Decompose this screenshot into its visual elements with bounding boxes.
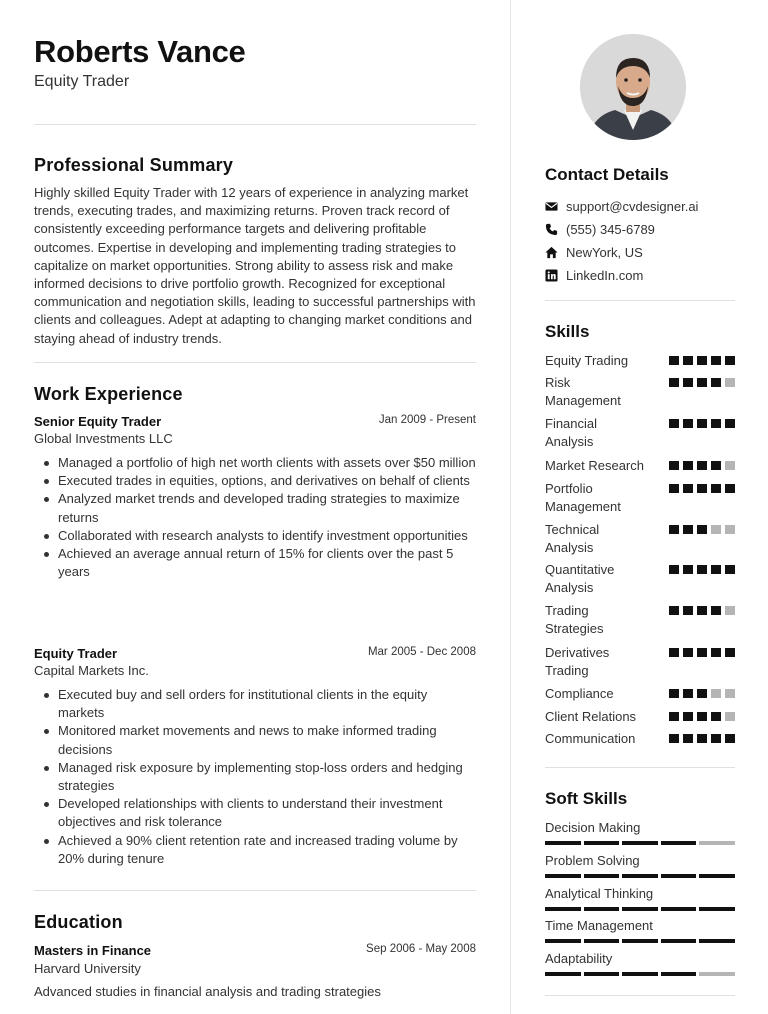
rating-square-filled <box>697 525 707 534</box>
rating-square-filled <box>697 419 707 428</box>
skill-rating <box>669 525 735 534</box>
skill-item <box>545 602 735 638</box>
rating-square-filled <box>725 419 735 428</box>
soft-skill-label: Problem Solving <box>545 853 640 868</box>
list-item: Developed relationships with clients to understand their investment objectives and risk tolerance <box>34 795 476 831</box>
skill-item <box>545 374 735 410</box>
bar-segment-filled <box>661 907 697 911</box>
skill-item <box>545 730 735 748</box>
rating-square-filled <box>711 419 721 428</box>
job-bullets <box>34 454 476 581</box>
skills-heading: Skills <box>545 322 590 341</box>
rating-square-empty <box>725 525 735 534</box>
phone-icon <box>545 223 558 236</box>
candidate-name: Roberts Vance <box>34 34 246 69</box>
list-item: Monitored market movements and news to make informed trading decisions <box>34 722 476 758</box>
candidate-title: Equity Trader <box>34 73 130 90</box>
bar-segment-filled <box>545 972 581 976</box>
soft-skill-item <box>545 917 735 943</box>
skill-label-line: Quantitative <box>545 562 615 577</box>
skill-item <box>545 415 735 451</box>
skill-label <box>545 730 655 748</box>
skill-label <box>545 374 655 410</box>
skill-label <box>545 602 655 638</box>
degree-title: Masters in Finance <box>34 943 152 958</box>
summary-text: Highly skilled Equity Trader with 12 years of experience in analyzing market trends, executing trades, and maximizing returns. Proven track record of consistently exceeding performance targets and delivering profitable outcomes. Expertise in developing and implementing trading strategies to capitalize on market opportunities. Strong ability to assess risk and make informed decisions to drive portfolio growth. Recognized for exceptional communication and negotiation skills, leading to successful partnerships with clients and colleagues. Adept at adapting to changing market conditions and staying ahead of industry trends. <box>34 185 476 346</box>
bar-segment-filled <box>545 907 581 911</box>
home-icon <box>545 246 558 259</box>
contact-divider <box>545 300 735 301</box>
contact-email[interactable] <box>545 198 698 216</box>
rating-square-filled <box>669 648 679 657</box>
phone-text: (555) 345-6789 <box>566 222 655 237</box>
list-item: Managed risk exposure by implementing stop-loss orders and hedging strategies <box>34 759 476 795</box>
skill-label <box>545 480 655 516</box>
rating-square-filled <box>697 712 707 721</box>
rating-square-filled <box>683 565 693 574</box>
skill-item <box>545 352 735 370</box>
rating-square-filled <box>711 484 721 493</box>
profile-photo <box>580 34 686 140</box>
skill-label <box>545 685 655 703</box>
linkedin-text: LinkedIn.com <box>566 268 644 283</box>
rating-square-filled <box>669 378 679 387</box>
education-dates: Sep 2006 - May 2008 <box>366 943 476 955</box>
rating-square-empty <box>711 689 721 698</box>
rating-square-filled <box>669 689 679 698</box>
skill-rating <box>669 565 735 574</box>
bar-segment-filled <box>545 841 581 845</box>
skill-label-line: Compliance <box>545 686 614 701</box>
rating-square-filled <box>697 484 707 493</box>
job-company: Capital Markets Inc. <box>34 663 149 678</box>
rating-square-filled <box>711 378 721 387</box>
rating-square-filled <box>725 648 735 657</box>
skill-item <box>545 521 735 557</box>
bar-segment-filled <box>584 972 620 976</box>
rating-square-filled <box>697 565 707 574</box>
bar-segment-filled <box>584 939 620 943</box>
rating-square-filled <box>711 712 721 721</box>
bar-segment-filled <box>699 874 735 878</box>
soft-skills-heading: Soft Skills <box>545 789 628 808</box>
skill-label <box>545 415 655 451</box>
rating-square-filled <box>697 606 707 615</box>
rating-square-filled <box>697 461 707 470</box>
bar-segment-filled <box>661 874 697 878</box>
rating-square-empty <box>725 606 735 615</box>
rating-square-filled <box>711 461 721 470</box>
rating-square-filled <box>711 565 721 574</box>
rating-square-filled <box>683 419 693 428</box>
rating-square-empty <box>725 378 735 387</box>
skill-label-line: Communication <box>545 731 636 746</box>
rating-square-filled <box>683 648 693 657</box>
rating-square-filled <box>697 356 707 365</box>
contact-heading: Contact Details <box>545 165 669 184</box>
envelope-icon <box>545 200 558 213</box>
skill-label-line: Trading <box>545 663 589 678</box>
skill-item <box>545 561 735 597</box>
soft-skills-divider <box>545 995 735 996</box>
rating-square-filled <box>683 484 693 493</box>
portrait-image <box>580 34 686 140</box>
skill-label <box>545 521 655 557</box>
skill-rating <box>669 378 735 387</box>
skill-rating <box>669 689 735 698</box>
skill-item <box>545 480 735 516</box>
skill-item <box>545 457 735 475</box>
rating-square-empty <box>725 689 735 698</box>
skill-label-line: Portfolio <box>545 481 593 496</box>
job-dates: Mar 2005 - Dec 2008 <box>367 646 476 658</box>
soft-skill-item <box>545 852 735 878</box>
list-item: Analyzed market trends and developed trading strategies to maximize returns <box>34 490 476 526</box>
rating-square-filled <box>697 378 707 387</box>
bar-segment-filled <box>622 874 658 878</box>
bar-segment-filled <box>545 874 581 878</box>
skill-label <box>545 561 655 597</box>
job-title: Equity Trader <box>34 646 118 661</box>
rating-square-filled <box>697 734 707 743</box>
education-heading: Education <box>34 912 123 932</box>
skill-label-line: Trading <box>545 603 589 618</box>
skill-label <box>545 352 655 370</box>
bar-segment-filled <box>622 907 658 911</box>
rating-square-filled <box>669 606 679 615</box>
skill-label-line: Analysis <box>545 580 594 595</box>
contact-phone[interactable] <box>545 221 655 239</box>
soft-skill-bar <box>545 841 735 845</box>
summary-divider <box>34 362 476 363</box>
rating-square-empty <box>711 525 721 534</box>
soft-skill-bar <box>545 874 735 878</box>
experience-heading: Work Experience <box>34 384 183 404</box>
soft-skill-bar <box>545 907 735 911</box>
rating-square-filled <box>711 648 721 657</box>
rating-square-filled <box>725 565 735 574</box>
email-text: support@cvdesigner.ai <box>566 199 699 214</box>
list-item: Managed a portfolio of high net worth clients with assets over $50 million <box>34 454 476 472</box>
skill-rating <box>669 461 735 470</box>
rating-square-filled <box>669 525 679 534</box>
soft-skill-label: Adaptability <box>545 951 613 966</box>
bar-segment-filled <box>622 841 658 845</box>
list-item: Executed buy and sell orders for institutional clients in the equity markets <box>34 686 476 722</box>
summary-heading: Professional Summary <box>34 155 234 175</box>
rating-square-filled <box>683 606 693 615</box>
soft-skill-item <box>545 950 735 976</box>
soft-skill-bar <box>545 972 735 976</box>
rating-square-filled <box>683 356 693 365</box>
list-item: Achieved a 90% client retention rate and increased trading volume by 20% during tenure <box>34 832 476 868</box>
rating-square-filled <box>683 378 693 387</box>
rating-square-filled <box>711 606 721 615</box>
contact-location <box>545 244 643 262</box>
skill-label <box>545 457 655 475</box>
rating-square-filled <box>669 461 679 470</box>
rating-square-filled <box>683 689 693 698</box>
skill-rating <box>669 648 735 657</box>
skill-label-line: Client Relations <box>545 709 637 724</box>
skill-rating <box>669 606 735 615</box>
skill-label-line: Analysis <box>545 540 594 555</box>
contact-linkedin[interactable] <box>545 267 643 285</box>
column-divider <box>510 0 511 1014</box>
skill-rating <box>669 356 735 365</box>
list-item: Executed trades in equities, options, and derivatives on behalf of clients <box>34 472 476 490</box>
rating-square-filled <box>683 525 693 534</box>
skill-rating <box>669 419 735 428</box>
rating-square-filled <box>697 689 707 698</box>
list-item: Collaborated with research analysts to identify investment opportunities <box>34 527 476 545</box>
skill-label-line: Market Research <box>545 458 644 473</box>
header-divider <box>34 124 476 125</box>
job-company: Global Investments LLC <box>34 431 173 446</box>
rating-square-filled <box>683 734 693 743</box>
experience-divider <box>34 890 476 891</box>
bar-segment-filled <box>584 841 620 845</box>
rating-square-filled <box>711 356 721 365</box>
skill-label <box>545 644 655 680</box>
skill-label-line: Management <box>545 499 621 514</box>
skill-label <box>545 708 655 726</box>
rating-square-filled <box>683 461 693 470</box>
skill-rating <box>669 734 735 743</box>
job-dates: Jan 2009 - Present <box>378 414 476 426</box>
bar-segment-filled <box>699 907 735 911</box>
rating-square-filled <box>683 712 693 721</box>
skill-item <box>545 708 735 726</box>
location-text: NewYork, US <box>566 245 643 260</box>
skill-label-line: Strategies <box>545 621 604 636</box>
bar-segment-filled <box>661 841 697 845</box>
rating-square-empty <box>725 712 735 721</box>
soft-skill-bar <box>545 939 735 943</box>
skill-label-line: Management <box>545 393 621 408</box>
bar-segment-filled <box>699 939 735 943</box>
skill-label-line: Equity Trading <box>545 353 629 368</box>
skill-label-line: Analysis <box>545 434 594 449</box>
rating-square-filled <box>669 734 679 743</box>
rating-square-filled <box>725 356 735 365</box>
skills-divider <box>545 767 735 768</box>
skill-item <box>545 644 735 680</box>
linkedin-icon <box>545 269 558 282</box>
skill-label-line: Risk <box>545 375 571 390</box>
rating-square-filled <box>669 712 679 721</box>
skill-label-line: Technical <box>545 522 600 537</box>
soft-skill-item <box>545 819 735 845</box>
bar-segment-filled <box>545 939 581 943</box>
skill-label-line: Derivatives <box>545 645 610 660</box>
rating-square-empty <box>725 461 735 470</box>
rating-square-filled <box>725 734 735 743</box>
bar-segment-filled <box>584 907 620 911</box>
skill-item <box>545 685 735 703</box>
rating-square-filled <box>711 734 721 743</box>
job-title: Senior Equity Trader <box>34 414 162 429</box>
school-name: Harvard University <box>34 961 141 976</box>
bar-segment-filled <box>584 874 620 878</box>
list-item: Achieved an average annual return of 15% for clients over the past 5 years <box>34 545 476 581</box>
bar-segment-filled <box>661 972 697 976</box>
bar-segment-filled <box>622 972 658 976</box>
rating-square-filled <box>669 484 679 493</box>
rating-square-filled <box>669 565 679 574</box>
soft-skill-label: Analytical Thinking <box>545 886 654 901</box>
education-description: Advanced studies in financial analysis and trading strategies <box>34 984 381 999</box>
soft-skill-item <box>545 885 735 911</box>
bar-segment-filled <box>622 939 658 943</box>
soft-skill-label: Decision Making <box>545 820 641 835</box>
rating-square-filled <box>725 484 735 493</box>
skill-rating <box>669 484 735 493</box>
skill-rating <box>669 712 735 721</box>
rating-square-filled <box>697 648 707 657</box>
skill-label-line: Financial <box>545 416 598 431</box>
bar-segment-empty <box>699 841 735 845</box>
rating-square-filled <box>669 356 679 365</box>
rating-square-filled <box>669 419 679 428</box>
bar-segment-filled <box>661 939 697 943</box>
job-bullets <box>34 686 476 868</box>
soft-skill-label: Time Management <box>545 918 653 933</box>
bar-segment-empty <box>699 972 735 976</box>
